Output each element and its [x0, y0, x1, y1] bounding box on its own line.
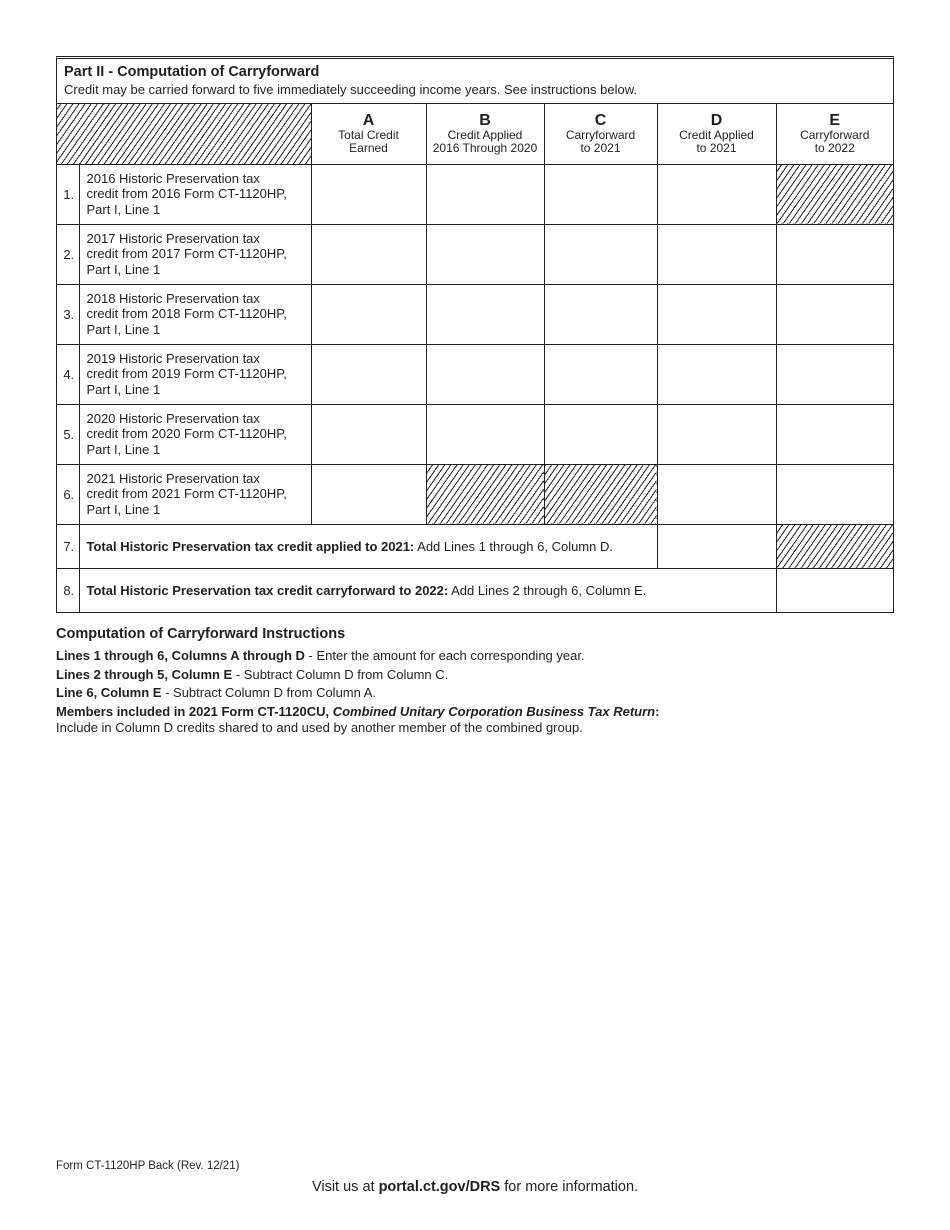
line6-col-d-input[interactable]	[657, 464, 776, 524]
instruction-text: - Subtract Column D from Column A.	[161, 685, 377, 700]
portal-link[interactable]: portal.ct.gov/DRS	[378, 1179, 501, 1195]
line7-description	[79, 524, 657, 568]
instruction-line	[56, 648, 896, 664]
desc-line: Part I, Line 1	[86, 321, 161, 337]
desc-line: credit from 2019 Form CT-1120HP,	[86, 366, 287, 382]
desc-line: 2019 Historic Preservation tax	[86, 350, 260, 366]
column-desc-line1: Credit Applied	[679, 128, 754, 143]
column-header-b	[426, 104, 544, 164]
column-desc-line1: Credit Applied	[447, 128, 523, 143]
line3-col-e-input[interactable]	[776, 284, 893, 344]
visit-post: for more information.	[500, 1179, 639, 1195]
members-colon: :	[655, 703, 660, 719]
line2-col-a-input[interactable]	[311, 224, 426, 284]
line4-col-e-input[interactable]	[776, 344, 893, 404]
line-description	[79, 404, 311, 464]
part-subtitle: Credit may be carried forward to five immediately succeeding income years. See instructions below.	[64, 82, 637, 97]
part-header	[57, 59, 893, 104]
desc-line: 2016 Historic Preservation tax	[86, 170, 260, 186]
column-letter: D	[710, 112, 723, 130]
part-title: Part II - Computation of Carryforward	[64, 64, 320, 80]
instruction-text: - Enter the amount for each corresponding year.	[304, 648, 585, 663]
line6-col-e-input[interactable]	[776, 464, 893, 524]
total-label-bold: Total Historic Preservation tax credit carryforward to 2022:	[86, 582, 449, 598]
desc-line: 2018 Historic Preservation tax	[86, 290, 260, 306]
line-number: 5.	[57, 404, 79, 464]
carryforward-table	[57, 104, 893, 612]
line5-col-c-input[interactable]	[544, 404, 657, 464]
line6-col-c-hatched	[544, 464, 657, 524]
desc-line: 2017 Historic Preservation tax	[86, 230, 260, 246]
column-letter: A	[362, 112, 375, 130]
column-desc-line1: Carryforward	[565, 128, 636, 143]
table-row	[57, 224, 893, 284]
line1-col-d-input[interactable]	[657, 164, 776, 224]
visit-line	[0, 1179, 950, 1195]
line4-col-a-input[interactable]	[311, 344, 426, 404]
form-label: Form CT-1120HP Back (Rev. 12/21)	[56, 1160, 240, 1172]
line5-col-b-input[interactable]	[426, 404, 544, 464]
line-number: 7.	[57, 524, 79, 568]
desc-line: 2020 Historic Preservation tax	[86, 410, 260, 426]
line-number: 4.	[57, 344, 79, 404]
instruction-bold: Lines 2 through 5, Column E	[56, 666, 233, 682]
table-row	[57, 404, 893, 464]
desc-line: credit from 2018 Form CT-1120HP,	[86, 306, 287, 322]
line6-col-a-input[interactable]	[311, 464, 426, 524]
line2-col-b-input[interactable]	[426, 224, 544, 284]
column-header-d	[657, 104, 776, 164]
line3-col-a-input[interactable]	[311, 284, 426, 344]
column-desc-line1: Total Credit	[338, 128, 399, 143]
total-label-rest: Add Lines 2 through 6, Column E.	[448, 582, 647, 598]
line4-col-d-input[interactable]	[657, 344, 776, 404]
line3-col-b-input[interactable]	[426, 284, 544, 344]
desc-line: credit from 2017 Form CT-1120HP,	[86, 246, 287, 262]
members-instruction-heading	[56, 704, 896, 720]
line-description	[79, 284, 311, 344]
line1-col-e-hatched	[776, 164, 893, 224]
line-number: 3.	[57, 284, 79, 344]
line-number: 2.	[57, 224, 79, 284]
line-description	[79, 164, 311, 224]
desc-line: credit from 2021 Form CT-1120HP,	[86, 486, 287, 502]
line4-col-b-input[interactable]	[426, 344, 544, 404]
column-desc-line1: Carryforward	[800, 128, 870, 143]
line8-description	[79, 568, 776, 612]
table-row	[57, 464, 893, 524]
line1-col-a-input[interactable]	[311, 164, 426, 224]
instruction-bold: Line 6, Column E	[56, 685, 162, 700]
table-row	[57, 344, 893, 404]
desc-line: 2021 Historic Preservation tax	[86, 470, 260, 486]
instructions-section	[56, 626, 896, 738]
part-ii-section	[56, 56, 894, 613]
line5-col-e-input[interactable]	[776, 404, 893, 464]
column-letter: B	[479, 112, 491, 130]
visit-pre: Visit us at	[311, 1179, 379, 1195]
column-header-a	[311, 104, 426, 164]
desc-line: Part I, Line 1	[86, 381, 161, 397]
members-italic: Combined Unitary Corporation Business Tax Return	[332, 703, 656, 719]
total-row	[57, 568, 893, 612]
line1-col-c-input[interactable]	[544, 164, 657, 224]
desc-line: credit from 2016 Form CT-1120HP,	[86, 186, 287, 202]
members-bold: Members included in 2021 Form CT-1120CU,	[56, 703, 333, 719]
desc-line: credit from 2020 Form CT-1120HP,	[86, 426, 287, 442]
column-desc-line2: to 2021	[696, 141, 737, 156]
column-desc-line2: to 2022	[814, 141, 855, 156]
desc-line: Part I, Line 1	[86, 441, 161, 457]
instruction-line	[56, 685, 896, 701]
line5-col-a-input[interactable]	[311, 404, 426, 464]
total-row	[57, 524, 893, 568]
line2-col-d-input[interactable]	[657, 224, 776, 284]
line-number: 6.	[57, 464, 79, 524]
column-letter: E	[829, 112, 841, 130]
column-desc-line2: 2016 Through 2020	[432, 141, 538, 156]
column-header-c	[544, 104, 657, 164]
line7-col-e-hatched	[776, 524, 893, 568]
members-instruction-text: Include in Column D credits shared to and used by another member of the combined group.	[56, 719, 583, 735]
column-header-row	[57, 104, 893, 164]
instruction-bold: Lines 1 through 6, Columns A through D	[56, 648, 305, 663]
line3-col-c-input[interactable]	[544, 284, 657, 344]
desc-line: Part I, Line 1	[86, 201, 161, 217]
column-desc-line2: Earned	[349, 141, 388, 156]
table-row	[57, 164, 893, 224]
table-row	[57, 284, 893, 344]
line-number: 1.	[57, 164, 79, 224]
instructions-title: Computation of Carryforward Instructions	[56, 626, 346, 642]
line-description	[79, 224, 311, 284]
desc-line: Part I, Line 1	[86, 261, 161, 277]
line3-col-d-input[interactable]	[657, 284, 776, 344]
line6-col-b-hatched	[426, 464, 544, 524]
line4-col-c-input[interactable]	[544, 344, 657, 404]
line-description	[79, 464, 311, 524]
column-header-e	[776, 104, 893, 164]
column-letter: C	[594, 112, 607, 130]
line-description	[79, 344, 311, 404]
line8-col-e-input[interactable]	[776, 568, 893, 612]
line2-col-e-input[interactable]	[776, 224, 893, 284]
total-label-rest: Add Lines 1 through 6, Column D.	[414, 538, 613, 554]
instruction-text: - Subtract Column D from Column C.	[232, 666, 449, 682]
desc-line: Part I, Line 1	[86, 501, 161, 517]
instruction-line	[56, 667, 896, 683]
header-hatched-cell	[57, 104, 311, 164]
line7-col-d-input[interactable]	[657, 524, 776, 568]
line5-col-d-input[interactable]	[657, 404, 776, 464]
line1-col-b-input[interactable]	[426, 164, 544, 224]
line2-col-c-input[interactable]	[544, 224, 657, 284]
total-label-bold: Total Historic Preservation tax credit applied to 2021:	[86, 538, 415, 554]
column-desc-line2: to 2021	[580, 141, 621, 156]
line-number: 8.	[57, 568, 79, 612]
